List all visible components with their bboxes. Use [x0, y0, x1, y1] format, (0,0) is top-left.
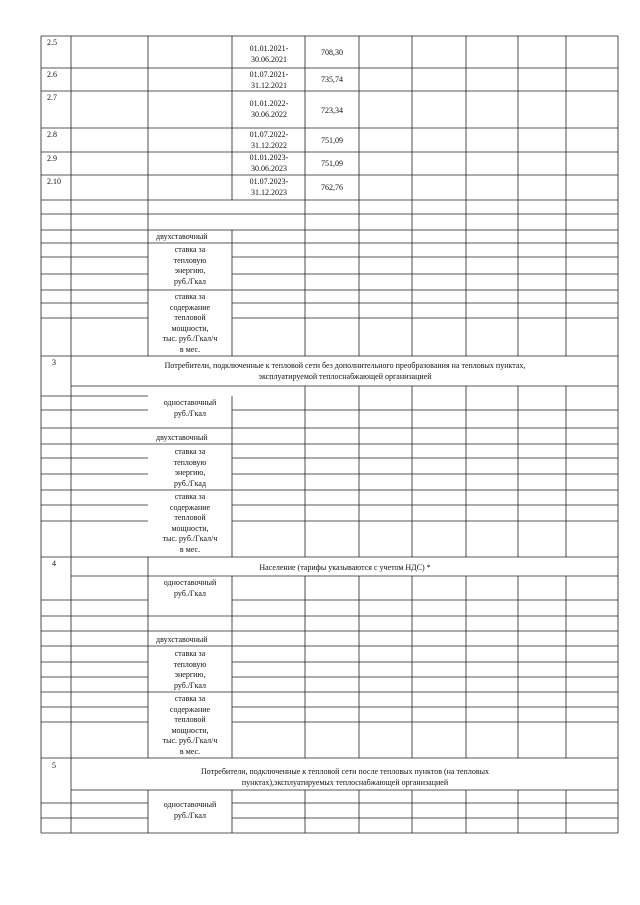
row-value: 762,76: [321, 183, 343, 192]
row-period: 01.07.2022- 31.12.2022: [249, 130, 289, 150]
heat-rate-label: ставка за тепловую энергию, руб./Гкал: [173, 245, 207, 286]
two-part-label: двухставочный: [156, 433, 208, 442]
row-number: 2.7: [47, 93, 57, 102]
capacity-rate-label: ставка за содержание тепловой мощности, тыс. руб./Гкал/ч в мес.: [162, 694, 218, 756]
row-period: 01.07.2023- 31.12.2023: [249, 177, 289, 197]
two-part-label: двухставочный: [156, 232, 208, 241]
two-part-label: двухставочный: [156, 635, 208, 644]
row-period: 01.01.2022- 30.06.2022: [249, 99, 289, 119]
row-period: 01.01.2023- 30.06.2023: [249, 153, 289, 173]
section-title: Население (тарифы указываются с учетом НДС) *: [259, 563, 431, 572]
row-value: 751,09: [321, 159, 343, 168]
row-value: 751,09: [321, 136, 343, 145]
one-part-label: одноставочный руб./Гкал: [163, 800, 217, 820]
row-number: 2.9: [47, 154, 57, 163]
row-value: 708,30: [321, 48, 343, 57]
section-title: Потребители, подключенные к тепловой сети без дополнительного преобразования на тепловых пунктах, эксплуатируемой теплоснабжающей организацией: [164, 361, 526, 381]
section-number: 5: [52, 761, 56, 770]
row-number: 2.8: [47, 130, 57, 139]
capacity-rate-label: ставка за содержание тепловой мощности, тыс. руб./Гкал/ч в мес.: [162, 292, 218, 354]
row-period: 01.07.2021- 31.12.2021: [249, 70, 289, 90]
section-number: 3: [52, 358, 56, 367]
heat-rate-label: ставка за тепловую энергию, руб./Гкад: [173, 447, 207, 488]
row-number: 2.6: [47, 70, 57, 79]
row-period: 01.01.2021- 30.06.2021: [249, 44, 289, 64]
row-value: 735,74: [321, 75, 343, 84]
heat-rate-label: ставка за тепловую энергию, руб./Гкал: [173, 649, 207, 690]
row-number: 2.10: [47, 177, 61, 186]
section-title: Потребители, подключенные к тепловой сети после тепловых пунктов (на тепловых пунктах),эксплуатируемых теплоснабжающей организацией: [201, 767, 489, 787]
row-value: 723,34: [321, 106, 343, 115]
section-number: 4: [52, 559, 56, 568]
row-number: 2.5: [47, 38, 57, 47]
one-part-label: одноставочный руб./Гкал: [163, 578, 217, 598]
capacity-rate-label: ставка за содержание тепловой мощности, тыс. руб./Гкал/ч в мес.: [162, 492, 218, 554]
one-part-label: одноставочный руб./Гкал: [163, 398, 217, 418]
